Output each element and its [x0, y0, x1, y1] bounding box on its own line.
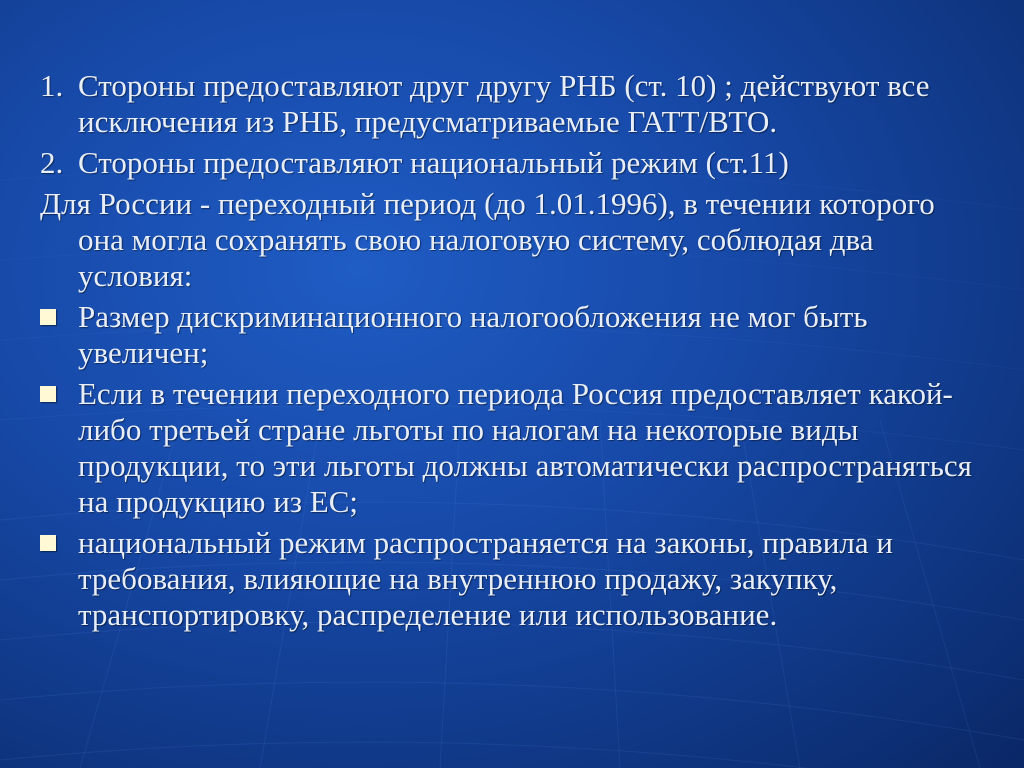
paragraph-text: Для России - переходный период (до 1.01.1996), в течении которого она могла сохранять свою налоговую систему, соблюдая два условия:: [40, 186, 935, 293]
bullet-text: Размер дискриминационного налогообложения не мог быть увеличен;: [78, 299, 868, 370]
item-number: 1.: [40, 68, 64, 103]
slide-body: [40, 68, 980, 638]
bullet-text: национальный режим распространяется на законы, правила и требования, влияющие на внутреннюю продажу, закупку, транспортировку, распределение или использование.: [78, 525, 893, 632]
item-text: Стороны предоставляют национальный режим (ст.11): [78, 145, 789, 180]
paragraph-transition-period: [40, 186, 980, 294]
item-number: 2.: [40, 145, 64, 180]
square-bullet-icon: [40, 535, 56, 551]
bullet-item-2: [40, 376, 980, 520]
numbered-item-1: [40, 68, 980, 140]
square-bullet-icon: [40, 386, 56, 402]
bullet-item-3: [40, 525, 980, 633]
numbered-item-2: [40, 145, 980, 181]
square-bullet-icon: [40, 309, 56, 325]
bullet-item-1: [40, 299, 980, 371]
item-text: Стороны предоставляют друг другу РНБ (ст. 10) ; действуют все исключения из РНБ, предусматриваемые ГАТТ/ВТО.: [78, 68, 930, 139]
bullet-text: Если в течении переходного периода Россия предоставляет какой-либо третьей стране льготы по налогам на некоторые виды продукции, то эти льготы должны автоматически распространяться на продукцию из ЕС;: [78, 376, 972, 519]
